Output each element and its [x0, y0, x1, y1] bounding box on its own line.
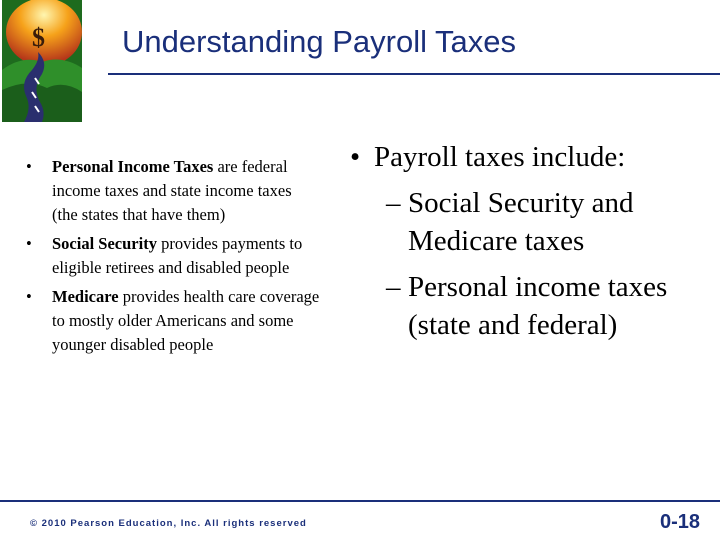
footer-divider — [0, 500, 720, 502]
term-personal-income-taxes: Personal Income Taxes — [52, 157, 214, 176]
list-item — [350, 138, 710, 344]
sub-list — [374, 184, 710, 344]
bullet-marker: • — [26, 287, 32, 306]
right-bullet-list — [350, 138, 710, 352]
dash-marker: – — [386, 187, 401, 219]
term-social-security: Social Security — [52, 234, 157, 253]
logo-dollar-glyph: $ — [32, 23, 45, 52]
slide-number: 0-18 — [659, 511, 700, 533]
item-description: provides payments to eligible retirees and disabled people — [52, 234, 303, 277]
bullet-marker: • — [26, 157, 32, 176]
term-medicare: Medicare — [52, 287, 119, 306]
dash-marker: – — [386, 271, 401, 303]
sub-item-text: Social Security and Medicare taxes — [408, 187, 634, 257]
sub-item-text: Personal income taxes (state and federal) — [408, 271, 668, 341]
dollar-road-logo-icon — [2, 0, 82, 122]
copyright-footer: © 2010 Pearson Education, Inc. All rights reserved — [30, 518, 307, 529]
left-bullet-list — [26, 155, 321, 362]
slide-title: Understanding Payroll Taxes — [122, 24, 517, 59]
item-description: provides health care coverage to mostly older Americans and some younger disabled people — [52, 287, 320, 354]
bullet-marker: • — [350, 141, 361, 173]
sub-list-item — [374, 184, 710, 260]
list-item — [26, 155, 321, 227]
list-item — [26, 232, 321, 280]
title-divider — [108, 73, 720, 75]
right-heading: Payroll taxes include: — [374, 141, 626, 173]
sub-list-item — [374, 268, 710, 344]
item-description: are federal income taxes and state income taxes (the states that have them) — [52, 157, 292, 224]
list-item — [26, 285, 321, 357]
bullet-marker: • — [26, 234, 32, 253]
